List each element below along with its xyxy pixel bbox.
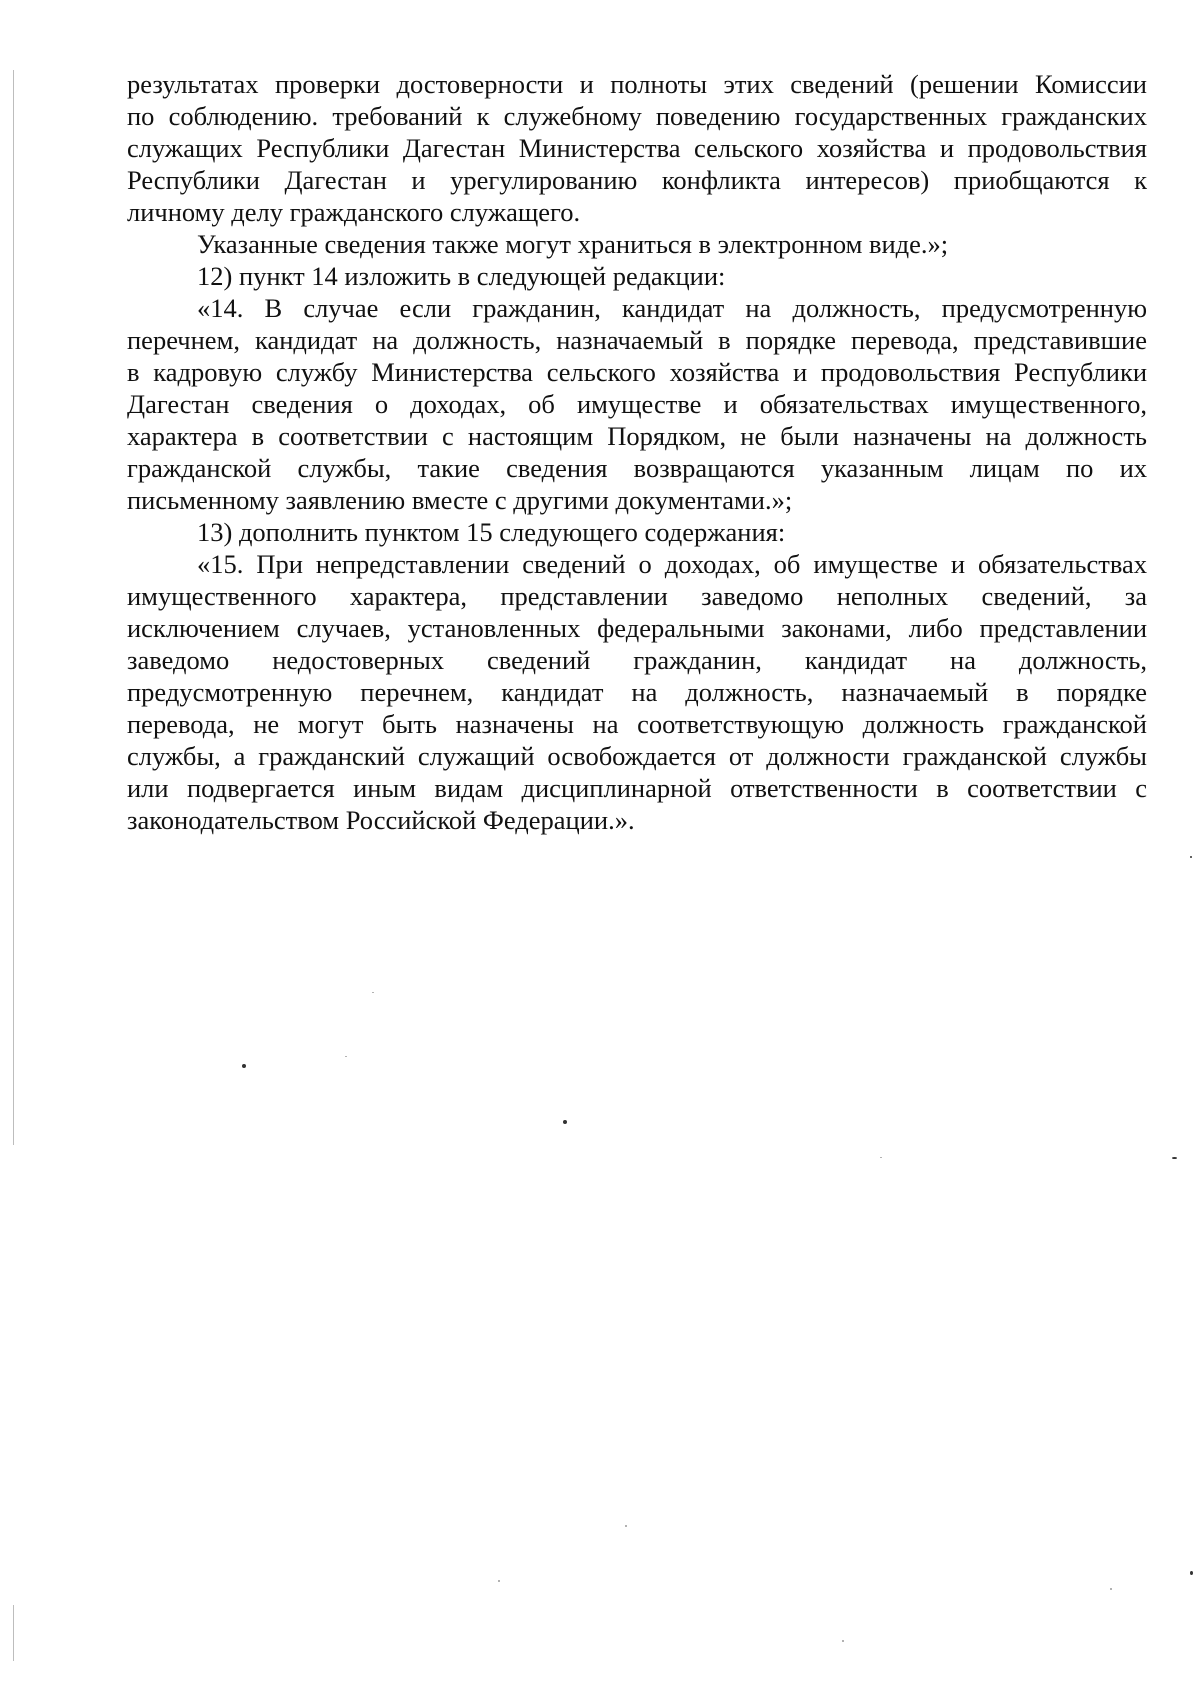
scan-speck: [345, 1056, 347, 1057]
scan-speck: [563, 1120, 567, 1124]
text-line: имущественного характера, представлении заведомо неполных сведений, за: [127, 581, 1147, 611]
text-line: Республики Дагестан и урегулированию конфликта интересов) приобщаются к: [127, 165, 1147, 195]
text-line: перечнем, кандидат на должность, назначаемый в порядке перевода, представившие: [127, 325, 1147, 355]
scan-speck: [842, 1640, 844, 1642]
text-line: 13) дополнить пунктом 15 следующего содержания:: [197, 517, 786, 547]
text-line: 12) пункт 14 изложить в следующей редакции:: [197, 261, 726, 291]
text-line: исключением случаев, установленных федеральными законами, либо представлении: [127, 613, 1147, 643]
scan-speck: [625, 1525, 627, 1527]
text-line: личному делу гражданского служащего.: [127, 197, 581, 227]
scan-speck: [242, 1064, 246, 1068]
scan-speck: [1190, 1571, 1193, 1575]
text-line: «14. В случае если гражданин, кандидат на должность, предусмотренную: [197, 293, 1147, 323]
text-line: характера в соответствии с настоящим Порядком, не были назначены на должность: [127, 421, 1147, 451]
text-line: заведомо недостоверных сведений гражданин, кандидат на должность,: [127, 645, 1147, 675]
text-line: служащих Республики Дагестан Министерства сельского хозяйства и продовольствия: [127, 133, 1147, 163]
text-line: Дагестан сведения о доходах, об имуществе и обязательствах имущественного,: [127, 389, 1147, 419]
text-line: в кадровую службу Министерства сельского хозяйства и продовольствия Республики: [127, 357, 1147, 387]
text-line: службы, а гражданский служащий освобождается от должности гражданской службы: [127, 741, 1147, 771]
text-line: результатах проверки достоверности и полноты этих сведений (решении Комиссии: [127, 69, 1147, 99]
document-body: [127, 68, 1147, 836]
scan-speck: [880, 1157, 882, 1158]
text-line: или подвергается иным видам дисциплинарной ответственности в соответствии с: [127, 773, 1147, 803]
text-line: перевода, не могут быть назначены на соответствующую должность гражданской: [127, 709, 1147, 739]
scan-speck: [1110, 1588, 1112, 1590]
text-line: Указанные сведения также могут храниться в электронном виде.»;: [197, 229, 949, 259]
scan-edge-top: [13, 70, 14, 1145]
scan-speck: [1172, 1157, 1177, 1159]
scan-speck: [372, 992, 374, 993]
scan-speck: [1190, 856, 1192, 858]
text-line: предусмотренную перечнем, кандидат на должность, назначаемый в порядке: [127, 677, 1147, 707]
text-line: «15. При непредставлении сведений о доходах, об имуществе и обязательствах: [197, 549, 1147, 579]
text-line: гражданской службы, такие сведения возвращаются указанным лицам по их: [127, 453, 1147, 483]
text-line: законодательством Российской Федерации.».: [127, 805, 635, 835]
text-line: письменному заявлению вместе с другими документами.»;: [127, 485, 793, 515]
scan-speck: [498, 1580, 500, 1582]
scan-edge-bottom: [13, 1605, 14, 1661]
text-line: по соблюдению. требований к служебному поведению государственных гражданских: [127, 101, 1147, 131]
